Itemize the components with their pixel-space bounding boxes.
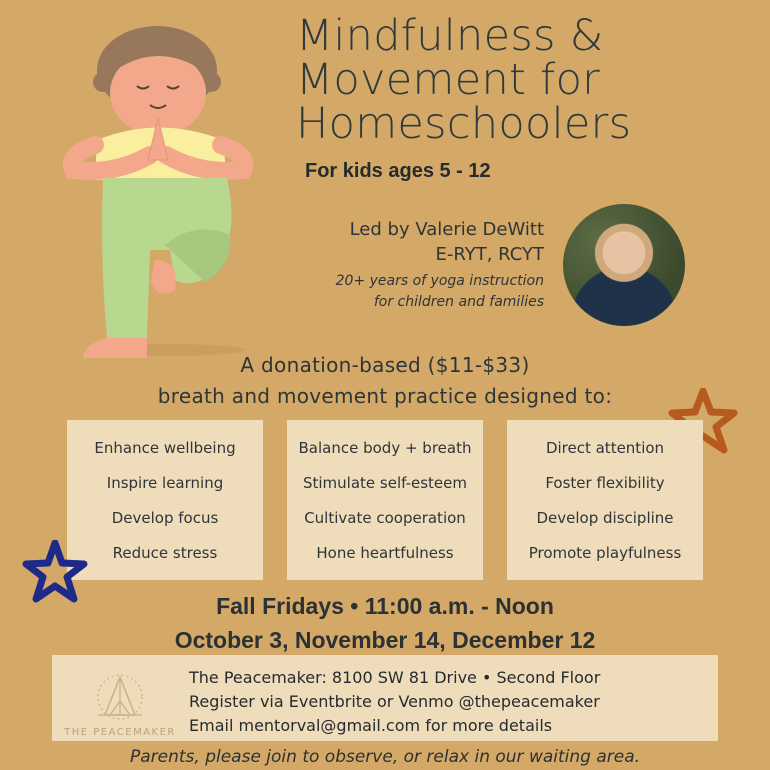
venue-address: The Peacemaker: 8100 SW 81 Drive • Second Floor [189,668,601,687]
donation-description [0,350,770,412]
schedule-dates: October 3, November 14, December 12 [174,627,596,653]
benefit-item: Develop focus [111,508,219,527]
benefit-item: Cultivate cooperation [304,508,466,527]
benefit-item: Develop discipline [536,508,674,527]
instructor-photo [563,204,685,326]
benefit-item: Direct attention [545,438,665,457]
venue-details [189,666,600,738]
yoga-child-illustration [55,20,265,370]
benefit-item: Balance body + breath [298,438,472,457]
title-line-1: Mindfulness & [296,11,604,61]
benefits-column-1 [67,420,263,580]
donation-line-2: breath and movement practice designed to: [157,384,613,408]
schedule-days-time: Fall Fridays • 11:00 a.m. - Noon [216,593,554,619]
instructor-credentials: E-RYT, RCYT [435,244,544,265]
instructor-info [336,217,544,313]
benefit-item: Promote playfulness [528,543,682,562]
benefits-column-2 [287,420,483,580]
contact-email[interactable]: Email mentorval@gmail.com for more details [189,716,553,735]
benefits-column-3 [507,420,703,580]
benefit-item: Enhance wellbeing [94,438,236,457]
benefit-item: Foster flexibility [545,473,665,492]
logo-wordmark: THE PEACEMAKER [64,727,176,738]
instructor-experience-2: for children and families [373,294,544,310]
benefit-item: Hone heartfulness [316,543,454,562]
title-line-3: Homeschoolers [296,99,632,149]
parents-note: Parents, please join to observe, or relax in our waiting area. [129,747,641,767]
benefit-item: Stimulate self-esteem [302,473,467,492]
registration-info: Register via Eventbrite or Venmo @thepeacemaker [189,692,600,711]
benefit-item: Reduce stress [112,543,218,562]
event-title [296,11,756,149]
donation-line-1: A donation-based ($11-$33) [240,353,530,377]
benefit-item: Inspire learning [106,473,224,492]
title-line-2: Movement for [296,55,601,105]
instructor-experience-1: 20+ years of yoga instruction [335,273,544,289]
instructor-name: Led by Valerie DeWitt [349,219,544,240]
age-range: For kids ages 5 - 12 [305,160,491,182]
